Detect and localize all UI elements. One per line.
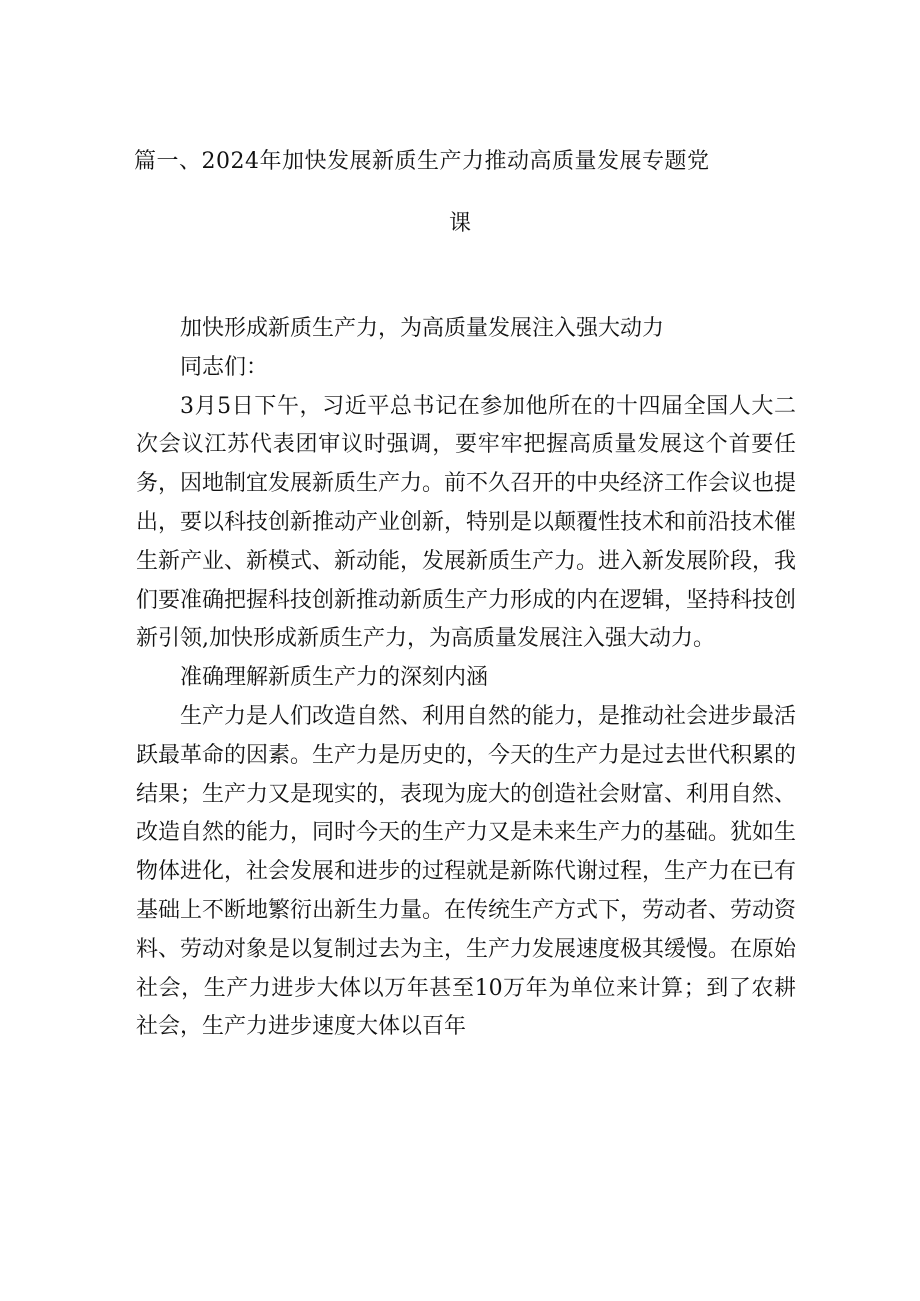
document-title-continuation: 课 — [448, 211, 471, 236]
salutation: 同志们： — [180, 354, 269, 380]
document-subtitle: 加快形成新质生产力，为高质量发展注入强大动力 — [180, 316, 665, 341]
paragraph-1: 3月5日下午，习近平总书记在参加他所在的十四届全国人大二次会议江苏代表团审议时强调，要牢牢把握高质量发展这个首要任务，因地制宜发展新质生产力。前不久召开的中央经济工作会议也提出，要以科技创新推动产业创新，特别是以颠覆性技术和前沿技术催生新产业、新模式、新动能，发展新质生产力。进入新发展阶段，我们要准确把握科技创新推动新质生产力形成的内在逻辑，坚持科技创新引领,加快形成新质生产力，为高质量发展注入强大动力。 — [136, 393, 797, 652]
section-heading: 准确理解新质生产力的深刻内涵 — [180, 665, 489, 691]
paragraph-2: 生产力是人们改造自然、利用自然的能力，是推动社会进步最活跃最革命的因素。生产力是历史的，今天的生产力是过去世代积累的结果；生产力又是现实的，表现为庞大的创造社会财富、利用自然、改造自然的能力，同时今天的生产力又是未来生产力的基础。犹如生物体进化，社会发展和进步的过程就是新陈代谢过程，生产力在已有基础上不断地繁衍出新生力量。在传统生产方式下，劳动者、劳动资料、劳动对象是以复制过去为主，生产力发展速度极其缓慢。在原始社会，生产力进步大体以万年甚至10万年为单位来计算；到了农耕社会，生产力进步速度大体以百年 — [136, 703, 797, 1040]
document-body — [136, 310, 796, 1047]
document-title: 篇一、2024年加快发展新质生产力推动高质量发展专题党 — [134, 149, 710, 174]
